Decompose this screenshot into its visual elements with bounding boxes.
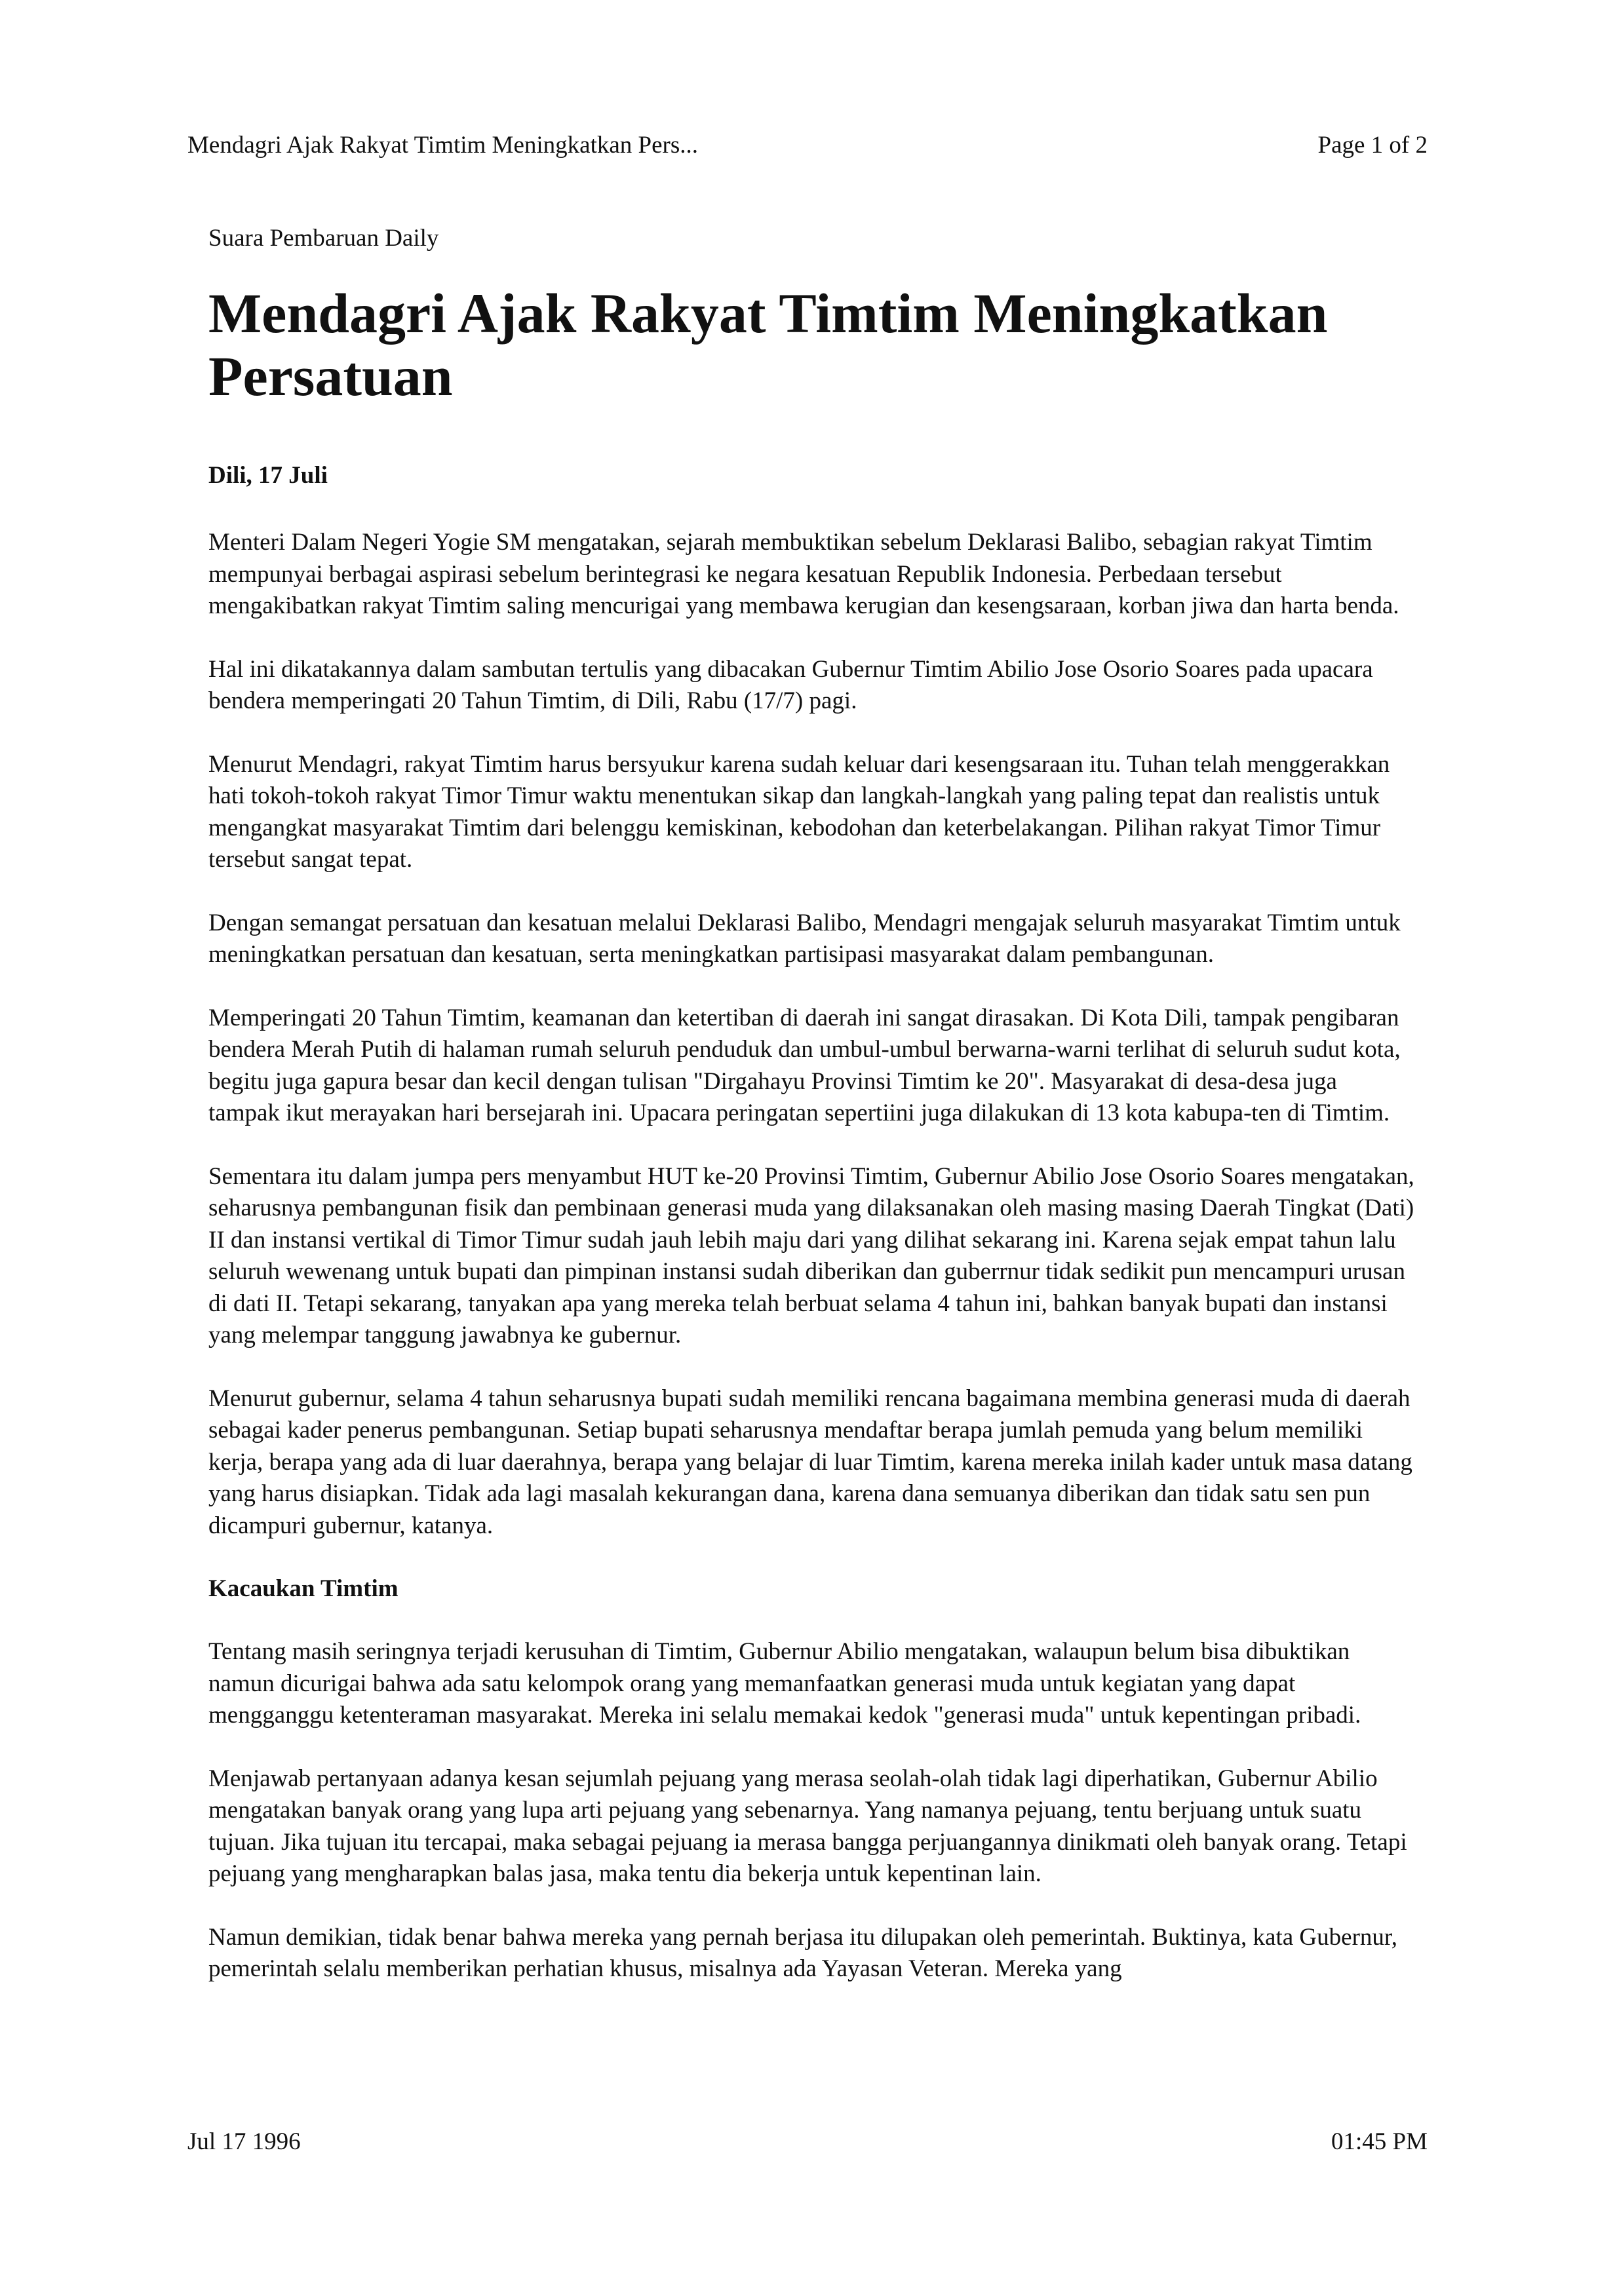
print-footer (187, 2126, 1428, 2158)
footer-time: 01:45 PM (1331, 2128, 1428, 2155)
article (208, 223, 1414, 2017)
footer-date: Jul 17 1996 (187, 2128, 301, 2155)
article-paragraph: Menurut Mendagri, rakyat Timtim harus bersyukur karena sudah keluar dari kesengsaraan itu. Tuhan telah menggerakkan hati tokoh-tokoh rakyat Timor Timur waktu menentukan sikap dan langkah-langkah yang paling tepat dan realistis untuk mengangkat masyarakat Timtim dari belenggu kemiskinan, kebodohan dan keterbelakangan. Pilihan rakyat Timor Timur tersebut sangat tepat. (208, 750, 1390, 873)
article-paragraph: Menjawab pertanyaan adanya kesan sejumlah pejuang yang merasa seolah-olah tidak lagi diperhatikan, Gubernur Abilio mengatakan banyak orang yang lupa arti pejuang yang sebenarnya. Yang namanya pejuang, tentu berjuang untuk suatu tujuan. Jika tujuan itu tercapai, maka sebagai pejuang ia merasa bangga perjuangannya dinikmati oleh banyak orang. Tetapi pejuang yang mengharapkan balas jasa, maka tentu dia bekerja untuk kepentinan lain. (208, 1765, 1407, 1887)
article-paragraph: Memperingati 20 Tahun Timtim, keamanan dan ketertiban di daerah ini sangat dirasakan. Di Kota Dili, tampak pengibaran bendera Merah Putih di halaman rumah seluruh penduduk dan umbul-umbul berwarna-warni terlihat di seluruh sudut kota, begitu juga gapura besar dan kecil dengan tulisan "Dirgahayu Provinsi Timtim ke 20". Masyarakat di desa-desa juga tampak ikut merayakan hari bersejarah ini. Upacara peringatan sepertiini juga dilakukan di 13 kota kabupa-ten di Timtim. (208, 1004, 1401, 1126)
header-title: Mendagri Ajak Rakyat Timtim Meningkatkan Pers... (187, 132, 699, 159)
article-paragraph: Hal ini dikatakannya dalam sambutan tertulis yang dibacakan Gubernur Timtim Abilio Jose Osorio Soares pada upacara bendera memperingati 20 Tahun Timtim, di Dili, Rabu (17/7) pagi. (208, 655, 1373, 714)
article-paragraph: Sementara itu dalam jumpa pers menyambut HUT ke-20 Provinsi Timtim, Gubernur Abilio Jose Osorio Soares mengatakan, seharusnya pembangunan fisik dan pembinaan generasi muda yang dilaksanakan oleh masing masing Daerah Tingkat (Dati) II dan instansi vertikal di Timor Timur sudah jauh lebih maju dari yang dilihat sekarang ini. Karena sejak empat tahun lalu seluruh wewenang untuk bupati dan pimpinan instansi sudah diberikan dan guberrnur tidak sedikit pun mencampuri urusan di dati II. Tetapi sekarang, tanyakan apa yang mereka telah berbuat selama 4 tahun ini, bahkan banyak bupati dan instansi yang melempar tanggung jawabnya ke gubernur. (208, 1162, 1414, 1349)
article-dateline: Dili, 17 Juli (208, 462, 328, 489)
print-header (187, 130, 1428, 161)
article-paragraph: Menteri Dalam Negeri Yogie SM mengatakan, sejarah membuktikan sebelum Deklarasi Balibo, sebagian rakyat Timtim mempunyai berbagai aspirasi sebelum berintegrasi ke negara kesatuan Republik Indonesia. Perbedaan tersebut mengakibatkan rakyat Timtim saling mencurigai yang membawa kerugian dan kesengsaraan, korban jiwa dan harta benda. (208, 529, 1399, 619)
header-page-number: Page 1 of 2 (1317, 132, 1428, 159)
article-paragraph: Tentang masih seringnya terjadi kerusuhan di Timtim, Gubernur Abilio mengatakan, walaupun belum bisa dibuktikan namun dicurigai bahwa ada satu kelompok orang yang memanfaatkan generasi muda untuk kegiatan yang dapat mengganggu ketenteraman masyarakat. Mereka ini selalu memakai kedok "generasi muda" untuk kepentingan pribadi. (208, 1638, 1361, 1729)
article-headline: Mendagri Ajak Rakyat Timtim Meningkatkan Persatuan (208, 282, 1328, 408)
article-paragraph: Dengan semangat persatuan dan kesatuan melalui Deklarasi Balibo, Mendagri mengajak seluruh masyarakat Timtim untuk meningkatkan persatuan dan kesatuan, serta meningkatkan partisipasi masyarakat dalam pembangunan. (208, 909, 1401, 968)
article-paragraph: Namun demikian, tidak benar bahwa mereka yang pernah berjasa itu dilupakan oleh pemerintah. Buktinya, kata Gubernur, pemerintah selalu memberikan perhatian khusus, misalnya ada Yayasan Veteran. Mereka yang (208, 1923, 1397, 1982)
article-paragraph: Menurut gubernur, selama 4 tahun seharusnya bupati sudah memiliki rencana bagaimana membina generasi muda di daerah sebagai kader penerus pembangunan. Setiap bupati seharusnya mendaftar berapa jumlah pemuda yang belum memiliki kerja, berapa yang ada di luar daerahnya, berapa yang belajar di luar Timtim, karena mereka inilah kader untuk masa datang yang harus disiapkan. Tidak ada lagi masalah kekurangan dana, karena dana semuanya diberikan dan tidak satu sen pun dicampuri gubernur, katanya. (208, 1385, 1412, 1539)
article-subheading: Kacaukan Timtim (208, 1575, 399, 1602)
publication-name: Suara Pembaruan Daily (208, 225, 439, 252)
